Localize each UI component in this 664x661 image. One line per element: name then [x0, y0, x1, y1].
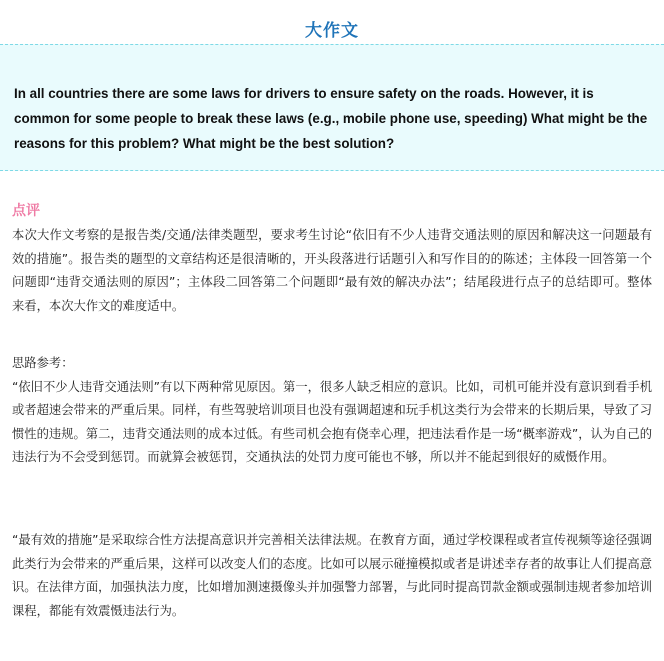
ideas-section: [12, 352, 652, 470]
reasons-paragraph: “依旧不少人违背交通法则”有以下两种常见原因。第一，很多人缺乏相应的意识。比如，司机可能并没有意识到看手机或者超速会带来的严重后果。同样，有些驾驶培训项目也没有强调超速和玩手机这类行为会带来的长期后果，导致了习惯性的违规。第二，违背交通法则的成本过低。有些司机会抱有侥幸心理，把违法看作是一场“概率游戏”，认为自己的违法行为不会受到惩罚。而就算会被惩罚，交通执法的处罚力度可能也不够，所以并不能起到很好的威慑作用。: [12, 379, 652, 464]
review-heading: 点评: [12, 203, 40, 219]
page-title: 大作文: [305, 21, 359, 41]
essay-prompt-text: In all countries there are some laws for drivers to ensure safety on the roads. However, it is common for some people to break these laws (e.g., mobile phone use, speeding) What might be the reasons for this problem? What might be the best solution?: [14, 86, 648, 151]
essay-prompt-box: [0, 44, 664, 171]
ideas-heading: 思路参考：: [12, 356, 74, 370]
solutions-paragraph: “最有效的措施”是采取综合性方法提高意识并完善相关法律法规。在教育方面，通过学校课程或者宣传视频等途径强调此类行为会带来的严重后果，这样可以改变人们的态度。比如可以展示碰撞模拟或者是讲述幸存者的故事让人们提高意识。在法律方面，加强执法力度，比如增加测速摄像头并加强警力部署，与此同时提高罚款金额或强制违规者参加培训课程，都能有效震慑违法行为。: [12, 533, 652, 618]
review-paragraph: 本次大作文考察的是报告类/交通/法律类题型，要求考生讨论“依旧有不少人违背交通法则的原因和解决这一问题最有效的措施”。报告类的题型的文章结构还是很清晰的，开头段落进行话题引入和写作目的的陈述；主体段一回答第一个问题即“违背交通法则的原因”；主体段二回答第二个问题即“最有效的解决办法”；结尾段进行点子的总结即可。整体来看，本次大作文的难度适中。: [12, 228, 652, 313]
